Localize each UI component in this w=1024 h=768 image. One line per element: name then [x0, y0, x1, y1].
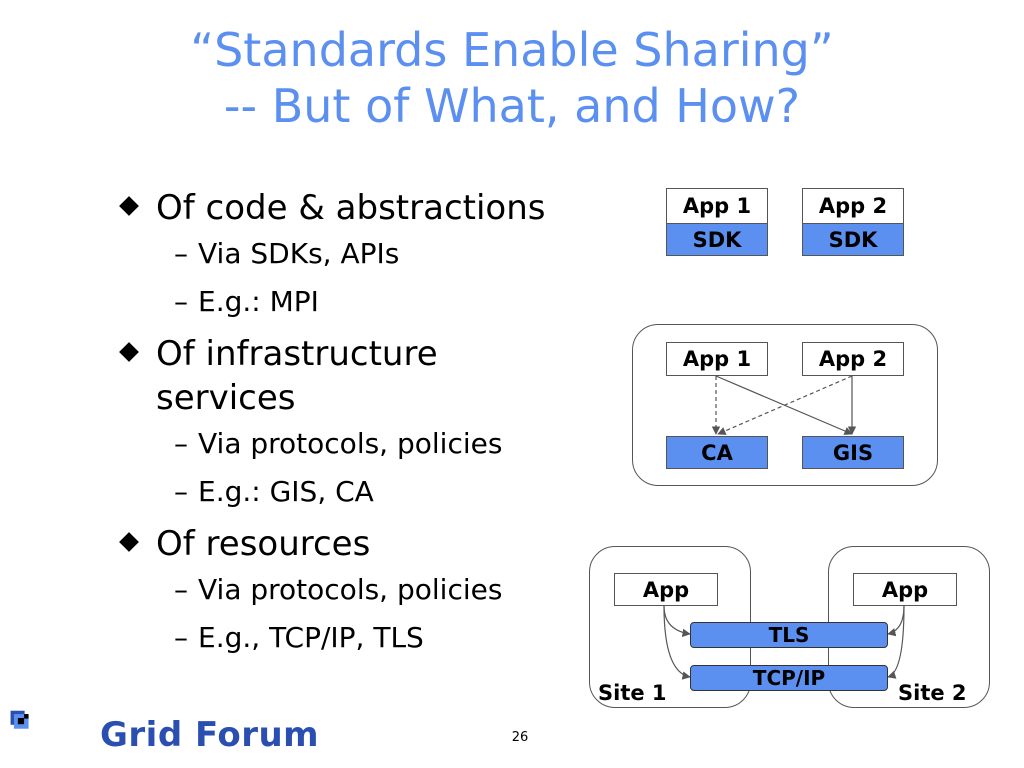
- app1-box: App 1: [666, 342, 768, 376]
- dash-icon: –: [174, 237, 188, 270]
- gis-box: GIS: [802, 436, 904, 469]
- sdk2-box: SDK: [802, 223, 904, 256]
- sdk1-box: SDK: [666, 223, 768, 256]
- dash-icon: –: [174, 285, 188, 318]
- grid-forum-logo-icon: [10, 685, 100, 755]
- dash-icon: –: [174, 621, 188, 654]
- sub-bullet-text: E.g.: MPI: [198, 285, 319, 318]
- app2-box: App 2: [802, 342, 904, 376]
- dash-icon: –: [174, 573, 188, 606]
- dash-icon: –: [174, 427, 188, 460]
- ca-box: CA: [666, 436, 768, 469]
- sub-bullet-text: E.g.: GIS, CA: [198, 475, 374, 508]
- page-number: 26: [511, 730, 529, 745]
- title-line-1: “Standards Enable Sharing”: [190, 23, 834, 77]
- dash-icon: –: [174, 475, 188, 508]
- app2-box: App 2: [802, 188, 904, 224]
- bullet-text-cont: services: [156, 378, 296, 418]
- site1-label: Site 1: [598, 681, 667, 705]
- sub-bullet-text: Via protocols, policies: [198, 427, 503, 460]
- title-line-2: -- But of What, and How?: [223, 79, 801, 133]
- sub-bullet-text: E.g., TCP/IP, TLS: [198, 621, 424, 654]
- bullet-text: Of infrastructure: [156, 334, 438, 374]
- logo-text: Grid Forum: [100, 715, 320, 755]
- tls-bar: TLS: [690, 622, 888, 648]
- sub-bullet-text: Via SDKs, APIs: [198, 237, 400, 270]
- tcpip-bar: TCP/IP: [690, 665, 888, 691]
- site2-label: Site 2: [898, 681, 967, 705]
- sub-bullet-text: Via protocols, policies: [198, 573, 503, 606]
- app1-box: App 1: [666, 188, 768, 224]
- app-right-box: App: [853, 573, 957, 606]
- app-left-box: App: [614, 573, 718, 606]
- bullet-text: Of resources: [156, 524, 371, 564]
- bullet-text: Of code & abstractions: [156, 188, 546, 228]
